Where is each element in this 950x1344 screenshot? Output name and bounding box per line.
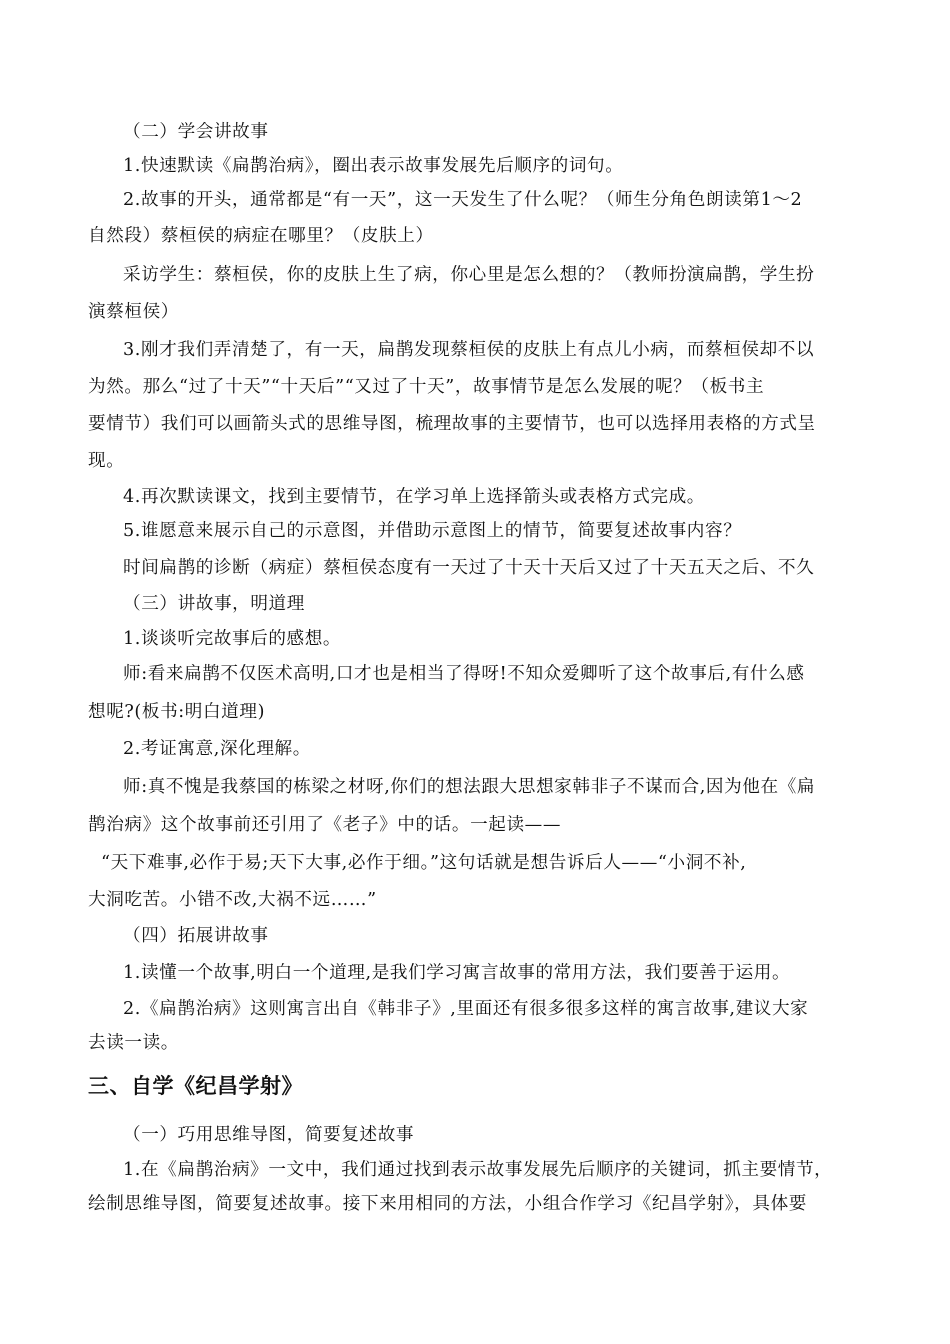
quote-line: “天下难事,必作于易;天下大事,必作于细。”这句话就是想告诉后人——“小洞不补, bbox=[101, 853, 747, 873]
paragraph-line: 3.刚才我们弄清楚了，有一天，扁鹊发现蔡桓侯的皮肤上有点儿小病，而蔡桓侯却不以 bbox=[123, 340, 815, 360]
paragraph-line: 去读一读。 bbox=[88, 1033, 179, 1053]
paragraph-line: 2.《扁鹊治病》这则寓言出自《韩非子》,里面还有很多很多这样的寓言故事,建议大家 bbox=[123, 999, 809, 1019]
subsection-heading-2: （二）学会讲故事 bbox=[123, 122, 269, 142]
subsection-heading-1: （一）巧用思维导图，简要复述故事 bbox=[123, 1125, 415, 1145]
paragraph-line: 5.谁愿意来展示自己的示意图，并借助示意图上的情节，简要复述故事内容？ bbox=[123, 521, 742, 541]
paragraph-line: 演蔡桓侯） bbox=[88, 302, 179, 322]
paragraph-line: 想呢?(板书:明白道理) bbox=[88, 702, 266, 722]
paragraph-line: 师:看来扁鹊不仅医术高明,口才也是相当了得呀!不知众爱卿听了这个故事后,有什么感 bbox=[123, 664, 805, 684]
paragraph-line: 1.在《扁鹊治病》一文中，我们通过找到表示故事发展先后顺序的关键词，抓主要情节， bbox=[123, 1160, 833, 1180]
paragraph-line: 4.再次默读课文，找到主要情节，在学习单上选择箭头或表格方式完成。 bbox=[123, 487, 705, 507]
subsection-heading-3: （三）讲故事，明道理 bbox=[123, 594, 305, 614]
paragraph-line: 自然段）蔡桓侯的病症在哪里？（皮肤上） bbox=[88, 226, 434, 246]
quote-line: 大洞吃苦。小错不改,大祸不远……” bbox=[88, 890, 377, 910]
paragraph-line: 1.谈谈听完故事后的感想。 bbox=[123, 629, 342, 649]
paragraph-line: 要情节）我们可以画箭头式的思维导图，梳理故事的主要情节，也可以选择用表格的方式呈 bbox=[88, 414, 816, 434]
paragraph-line: 为然。那么“过了十天”“十天后”“又过了十天”，故事情节是怎么发展的呢？（板书主 bbox=[88, 377, 765, 397]
section-heading: 三、自学《纪昌学射》 bbox=[88, 1074, 303, 1098]
paragraph-line: 2.故事的开头，通常都是“有一天”，这一天发生了什么呢？（师生分角色朗读第1～2 bbox=[123, 190, 803, 210]
subsection-heading-4: （四）拓展讲故事 bbox=[123, 926, 269, 946]
paragraph-line: 采访学生：蔡桓侯，你的皮肤上生了病，你心里是怎么想的？（教师扮演扁鹊，学生扮 bbox=[123, 265, 815, 285]
paragraph-line: 2.考证寓意,深化理解。 bbox=[123, 739, 311, 759]
paragraph-line: 现。 bbox=[88, 451, 125, 471]
paragraph-line: 1.读懂一个故事,明白一个道理,是我们学习寓言故事的常用方法，我们要善于运用。 bbox=[123, 963, 791, 983]
paragraph-line: 鹊治病》这个故事前还引用了《老子》中的话。一起读—— bbox=[88, 815, 562, 835]
paragraph-line: 绘制思维导图，简要复述故事。接下来用相同的方法，小组合作学习《纪昌学射》，具体要 bbox=[88, 1194, 807, 1214]
table-text-line: 时间扁鹊的诊断（病症）蔡桓侯态度有一天过了十天十天后又过了十天五天之后、不久 bbox=[123, 558, 815, 578]
paragraph-line: 1.快速默读《扁鹊治病》，圈出表示故事发展先后顺序的词句。 bbox=[123, 156, 624, 176]
paragraph-line: 师:真不愧是我蔡国的栋梁之材呀,你们的想法跟大思想家韩非子不谋而合,因为他在《扁 bbox=[123, 777, 816, 797]
